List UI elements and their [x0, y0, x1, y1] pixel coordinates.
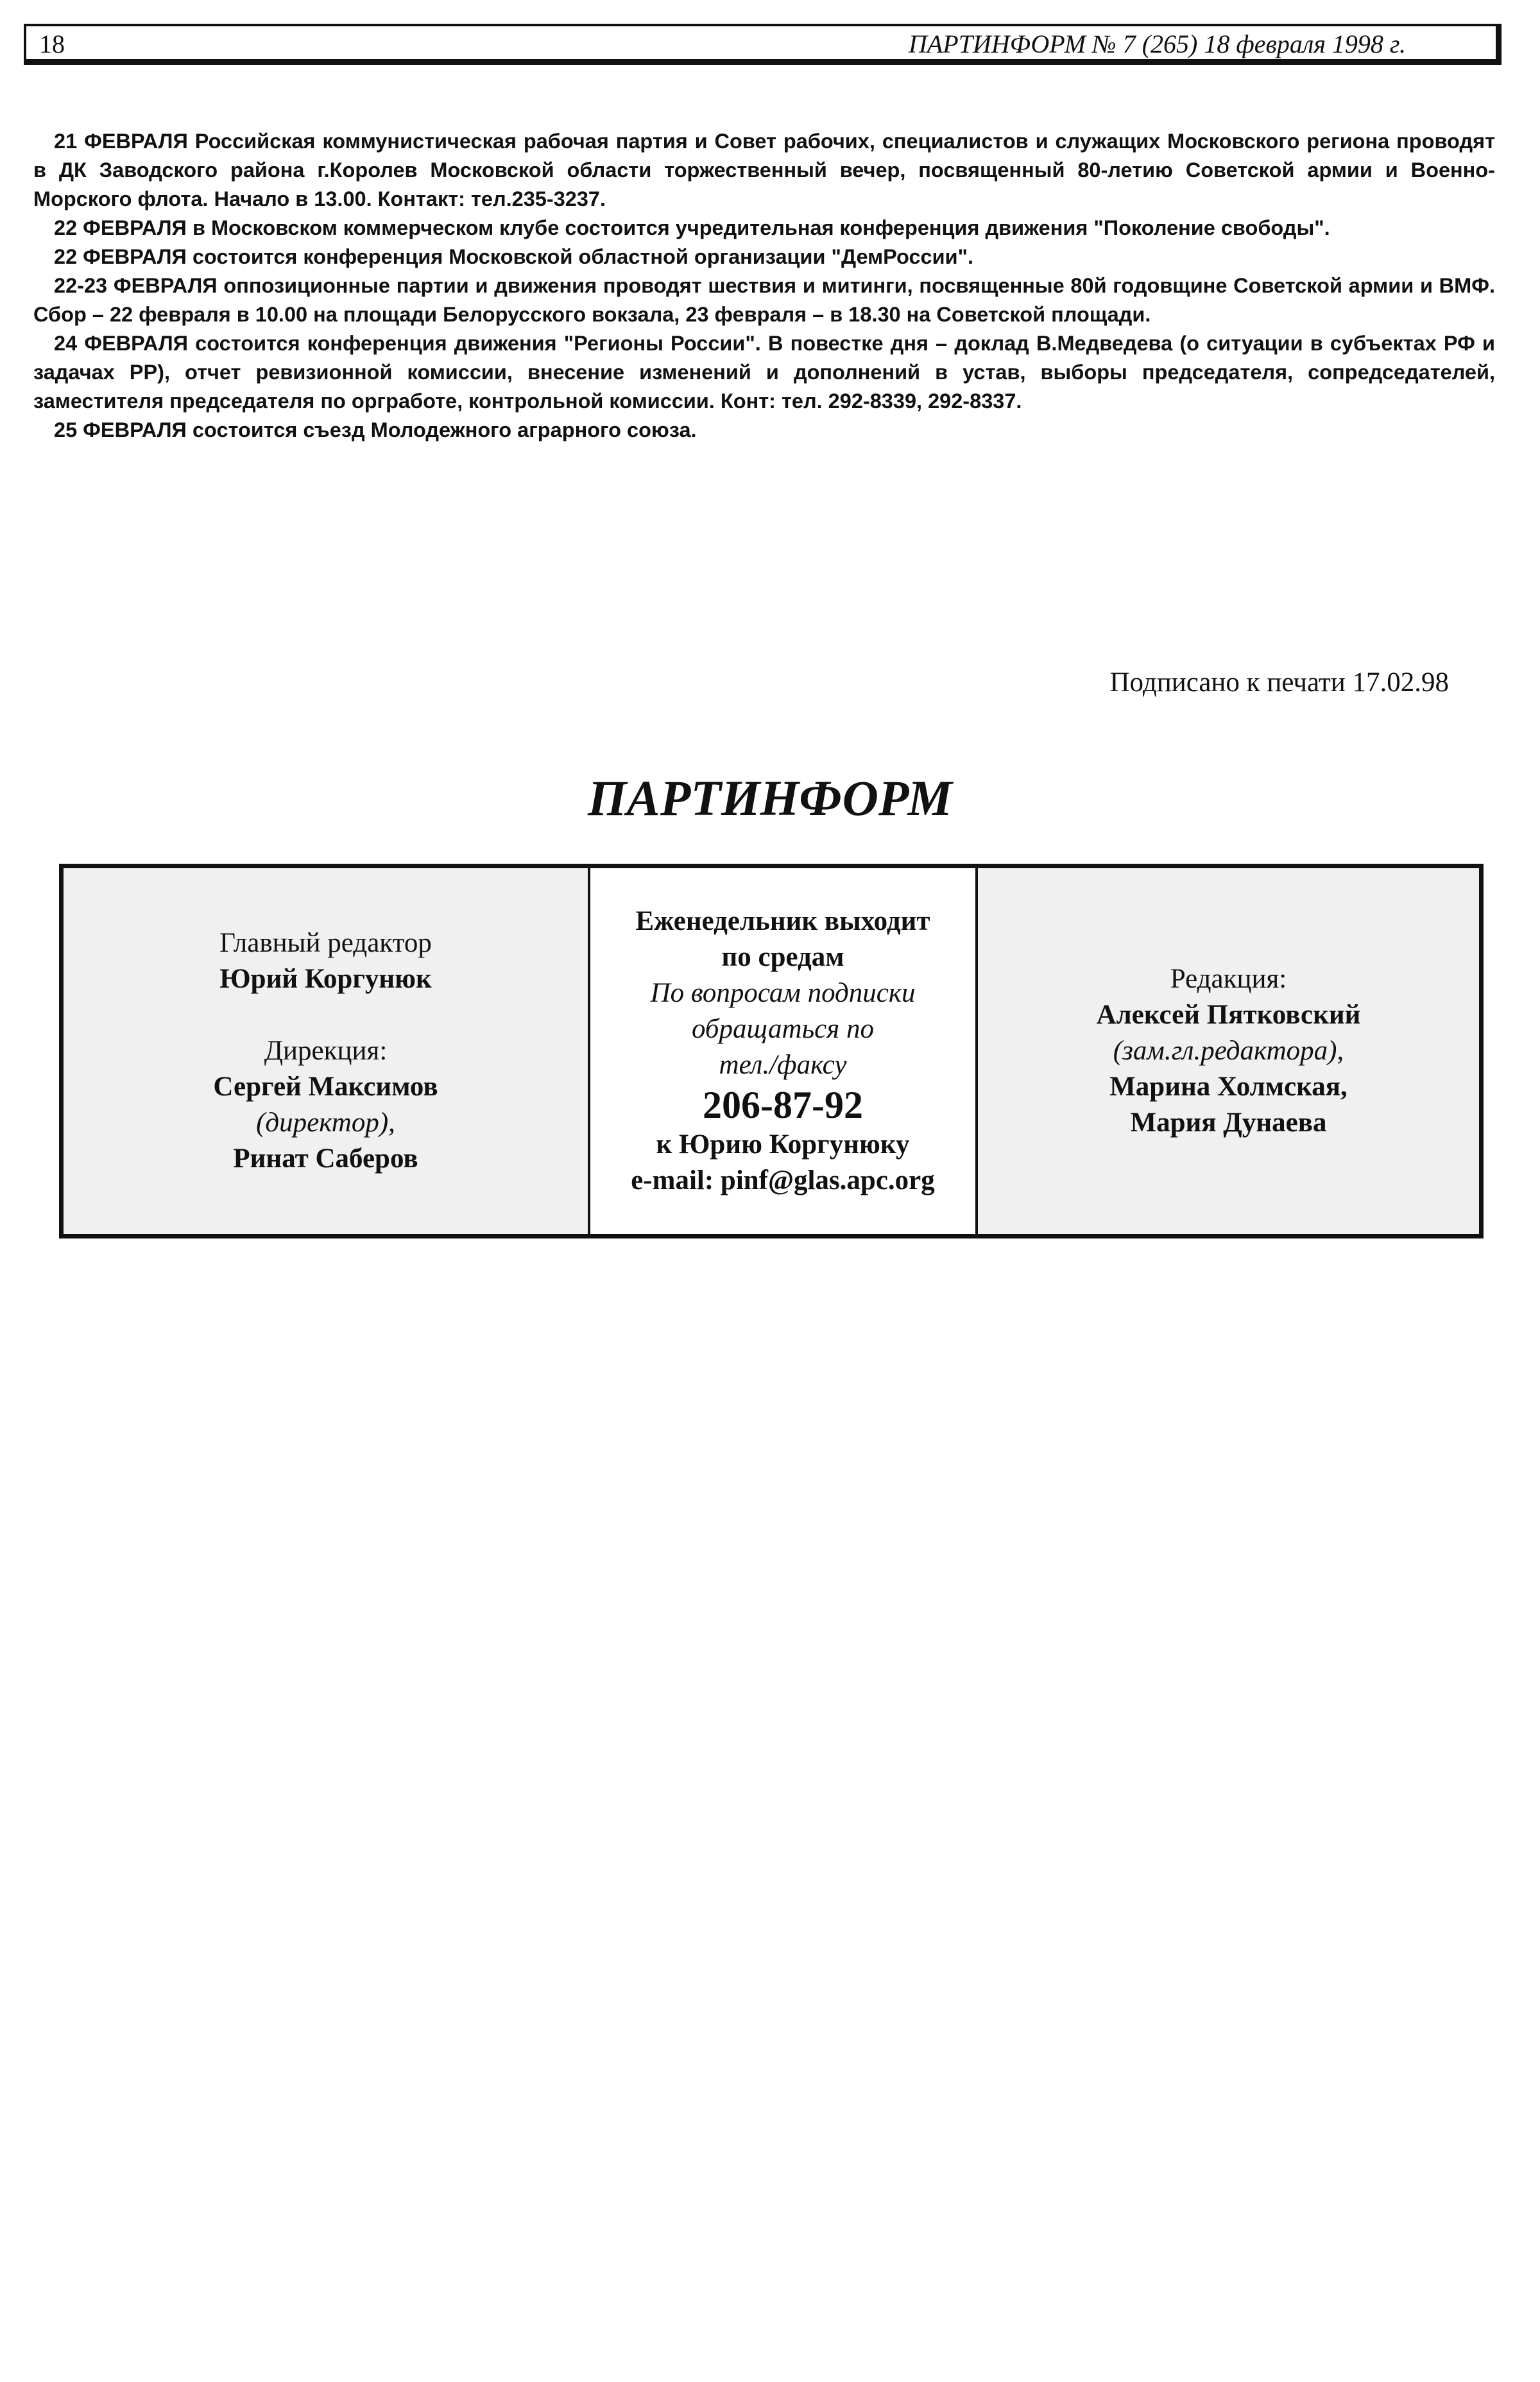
news-item: 22-23 ФЕВРАЛЯ оппозиционные партии и движения проводят шествия и митинги, посвященные 80й годовщине Советской армии и ВМФ. Сбор – 22 февраля в 10.00 на площади Белорусского вокзала, 23 февраля – в 18.30 на Советской площади. — [33, 274, 1495, 326]
weekly-line-2: по средам — [721, 942, 844, 972]
editorial-member-name: Марина Холмская, — [1109, 1072, 1348, 1102]
news-item: 25 ФЕВРАЛЯ состоится съезд Молодежного аграрного союза. — [54, 418, 697, 441]
director-name-2: Ринат Саберов — [233, 1144, 418, 1174]
masthead-table — [59, 864, 1484, 1238]
masthead-staff-column — [64, 868, 590, 1234]
director-role: (директор), — [256, 1108, 395, 1138]
contact-person: к Юрию Коргунюку — [656, 1129, 910, 1160]
news-item: 21 ФЕВРАЛЯ Российская коммунистическая рабочая партия и Совет рабочих, специалистов и служащих Московского региона проводят в ДК Заводского района г.Королев Московской области торжественный вечер, посвященный 80-летию Советской армии и Военно-Морского флота. Начало в 13.00. Контакт: тел.235-3237. — [33, 130, 1495, 210]
masthead-contact-column — [590, 868, 978, 1234]
deputy-name: Алексей Пятковский — [1096, 1000, 1361, 1030]
subscription-line-1: По вопросам подписки — [650, 978, 916, 1008]
deputy-role: (зам.гл.редактора), — [1113, 1036, 1344, 1066]
editor-name: Юрий Коргунюк — [219, 964, 432, 994]
editorial-label: Редакция: — [1170, 964, 1287, 994]
page-number: 18 — [39, 30, 65, 58]
news-item: 22 ФЕВРАЛЯ в Московском коммерческом клубе состоится учредительная конференция движения "Поколение свободы". — [54, 216, 1330, 239]
direction-label: Дирекция: — [264, 1036, 388, 1066]
news-section — [33, 127, 1495, 445]
subscription-line-3: тел./факсу — [719, 1050, 847, 1080]
phone-number: 206-87-92 — [703, 1084, 863, 1126]
news-item: 24 ФЕВРАЛЯ состоится конференция движения "Регионы России". В повестке дня – доклад В.Медведева (о ситуации в субъектах РФ и задачах РР), отчет ревизионной комиссии, внесение изменений и дополнений в устав, выборы председателя, сопредседателей, заместителя председателя по оргработе, контрольной комиссии. Конт: тел. 292-8339, 292-8337. — [33, 332, 1495, 413]
email-address: e-mail: pinf@glas.apc.org — [631, 1165, 935, 1195]
masthead-title: ПАРТИНФОРМ — [588, 770, 952, 826]
editorial-member-name: Мария Дунаева — [1130, 1108, 1327, 1138]
running-head: ПАРТИНФОРМ № 7 (265) 18 февраля 1998 г. — [908, 30, 1406, 58]
editor-role: Главный редактор — [219, 928, 432, 958]
signed-to-print: Подписано к печати 17.02.98 — [1109, 667, 1449, 698]
weekly-line-1: Еженедельник выходит — [635, 906, 930, 936]
director-name: Сергей Максимов — [213, 1072, 438, 1102]
masthead-editorial-column — [978, 868, 1479, 1234]
news-item: 22 ФЕВРАЛЯ состоится конференция Московской областной организации "ДемРоссии". — [54, 245, 974, 268]
subscription-line-2: обращаться по — [691, 1014, 875, 1044]
page-header — [24, 24, 1502, 65]
